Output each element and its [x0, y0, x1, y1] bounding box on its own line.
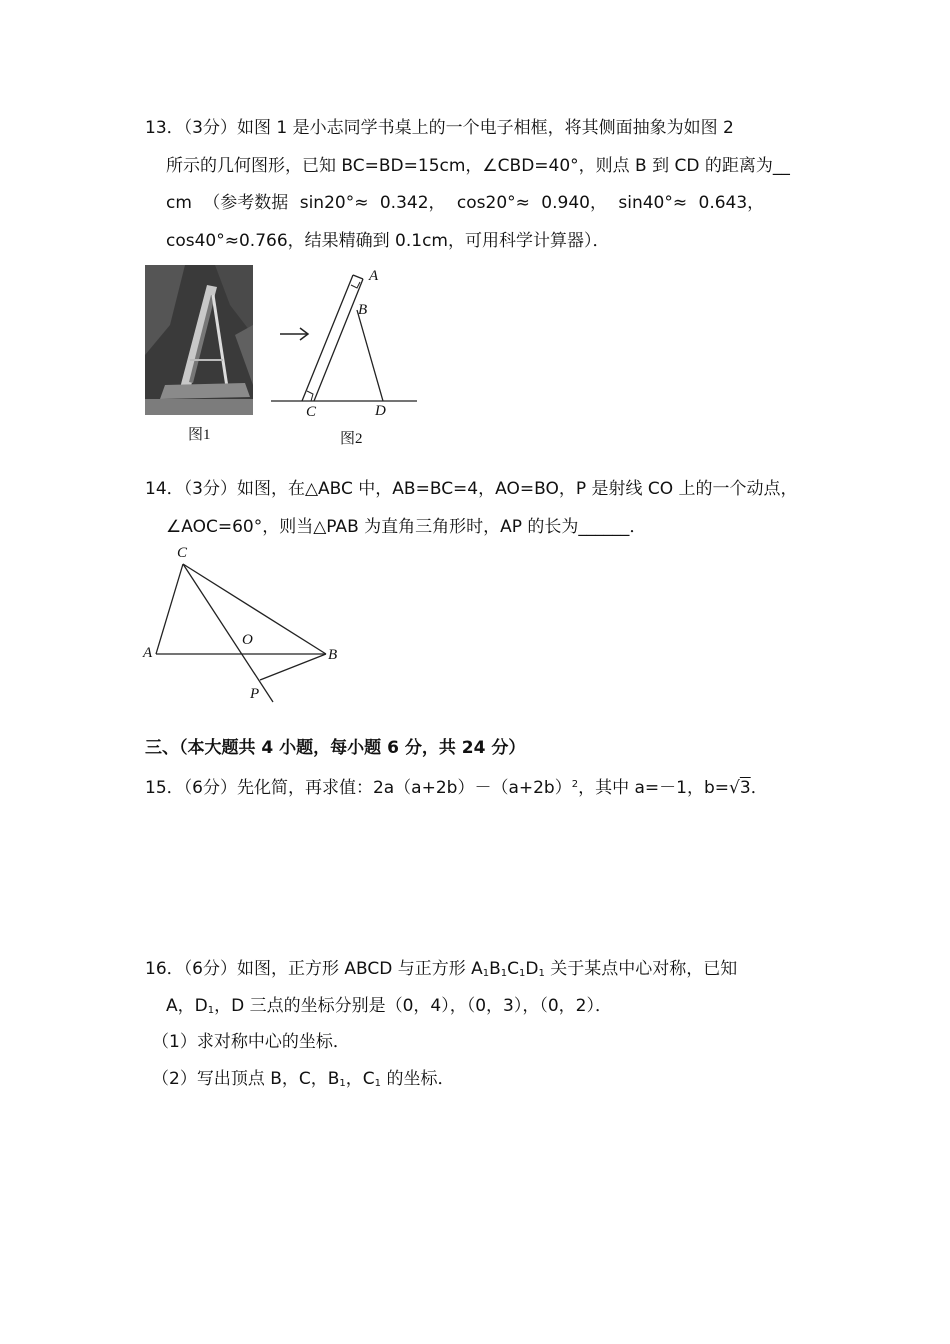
- q15-text-end: ．: [750, 778, 768, 798]
- q16-line2-b: ，D 三点的坐标分别是（0，4），（0，3），（0，2）．: [214, 996, 612, 1016]
- q14-line-2: ∠AOC=60°，则当△PAB 为直角三角形时，AP 的长为______．: [166, 517, 647, 537]
- fig2-diagram: [265, 265, 425, 425]
- section-3-heading: 三、（本大题共 4 小题，每小题 6 分，共 24 分）: [145, 738, 526, 758]
- fig1-caption: 图1: [188, 427, 211, 443]
- q14-label-c: C: [177, 545, 188, 561]
- q14-label-a: A: [143, 645, 153, 661]
- q16-sub-1: 1: [482, 968, 490, 979]
- q16-text-b: B: [489, 959, 501, 979]
- q15-text-a: 15．（6分）先化简，再求值：2a（a+2b）－（a+2b）: [145, 778, 572, 798]
- fig2-label-c: C: [306, 404, 317, 420]
- q16-text-a: 16．（6分）如图，正方形 ABCD 与正方形 A: [145, 959, 483, 979]
- q13-line-2: 所示的几何图形，已知 BC=BD=15cm，∠CBD=40°，则点 B 到 CD 的距离为__: [166, 156, 790, 176]
- q16-part-1: （1）求对称中心的坐标．: [152, 1032, 350, 1052]
- q14-label-b: B: [328, 647, 338, 663]
- q16-part2-sub-2: 1: [374, 1078, 382, 1089]
- q16-line-1: [145, 958, 737, 985]
- q16-line2-a: A，D: [166, 996, 208, 1016]
- q14-label-p: P: [250, 686, 260, 702]
- q16-part2-c: 的坐标．: [381, 1069, 455, 1089]
- q15-sqrt-value: 3: [739, 778, 751, 798]
- q16-text-d: D: [525, 959, 539, 979]
- q16-part2-a: （2）写出顶点 B，C，B: [152, 1069, 340, 1089]
- fig2-label-d: D: [375, 403, 386, 419]
- q16-part2-b: ，C: [345, 1069, 375, 1089]
- q16-sub-4: 1: [538, 968, 545, 979]
- q13-line-3: cm （参考数据 sin20°≈ 0.342， cos20°≈ 0.940， sin40°≈ 0.643，: [166, 193, 765, 213]
- q13-line-1: 13．（3分）如图 1 是小志同学书桌上的一个电子相框，将其侧面抽象为如图 2: [145, 118, 734, 138]
- q16-sub-3: 1: [519, 968, 526, 979]
- fig2-label-a: A: [369, 268, 379, 284]
- q14-line-1: 14．（3分）如图，在△ABC 中，AB=BC=4，AO=BO，P 是射线 CO 上的一个动点，: [145, 479, 798, 499]
- q16-part2-sub-1: 1: [339, 1078, 346, 1089]
- q15-line: [145, 774, 768, 799]
- q16-line-2: [166, 995, 612, 1022]
- q16-text-e: 关于某点中心对称，已知: [544, 959, 738, 979]
- fig2-caption: 图2: [340, 431, 363, 447]
- q16-part-2: [152, 1068, 454, 1095]
- q14-label-o: O: [242, 632, 253, 648]
- q16-line2-sub: 1: [207, 1005, 215, 1016]
- q15-sqrt-sign: √: [729, 778, 740, 798]
- fig1-photo: [145, 265, 253, 415]
- q15-sup: 2: [571, 779, 579, 790]
- q14-triangle-diagram: [140, 550, 350, 710]
- q15-text-b: ，其中 a=－1，b=: [578, 778, 730, 798]
- fig2-label-b: B: [358, 302, 368, 318]
- q16-sub-2: 1: [500, 968, 508, 979]
- q16-text-c: C: [507, 959, 520, 979]
- q13-line-4: cos40°≈0.766，结果精确到 0.1cm，可用科学计算器）．: [166, 231, 610, 251]
